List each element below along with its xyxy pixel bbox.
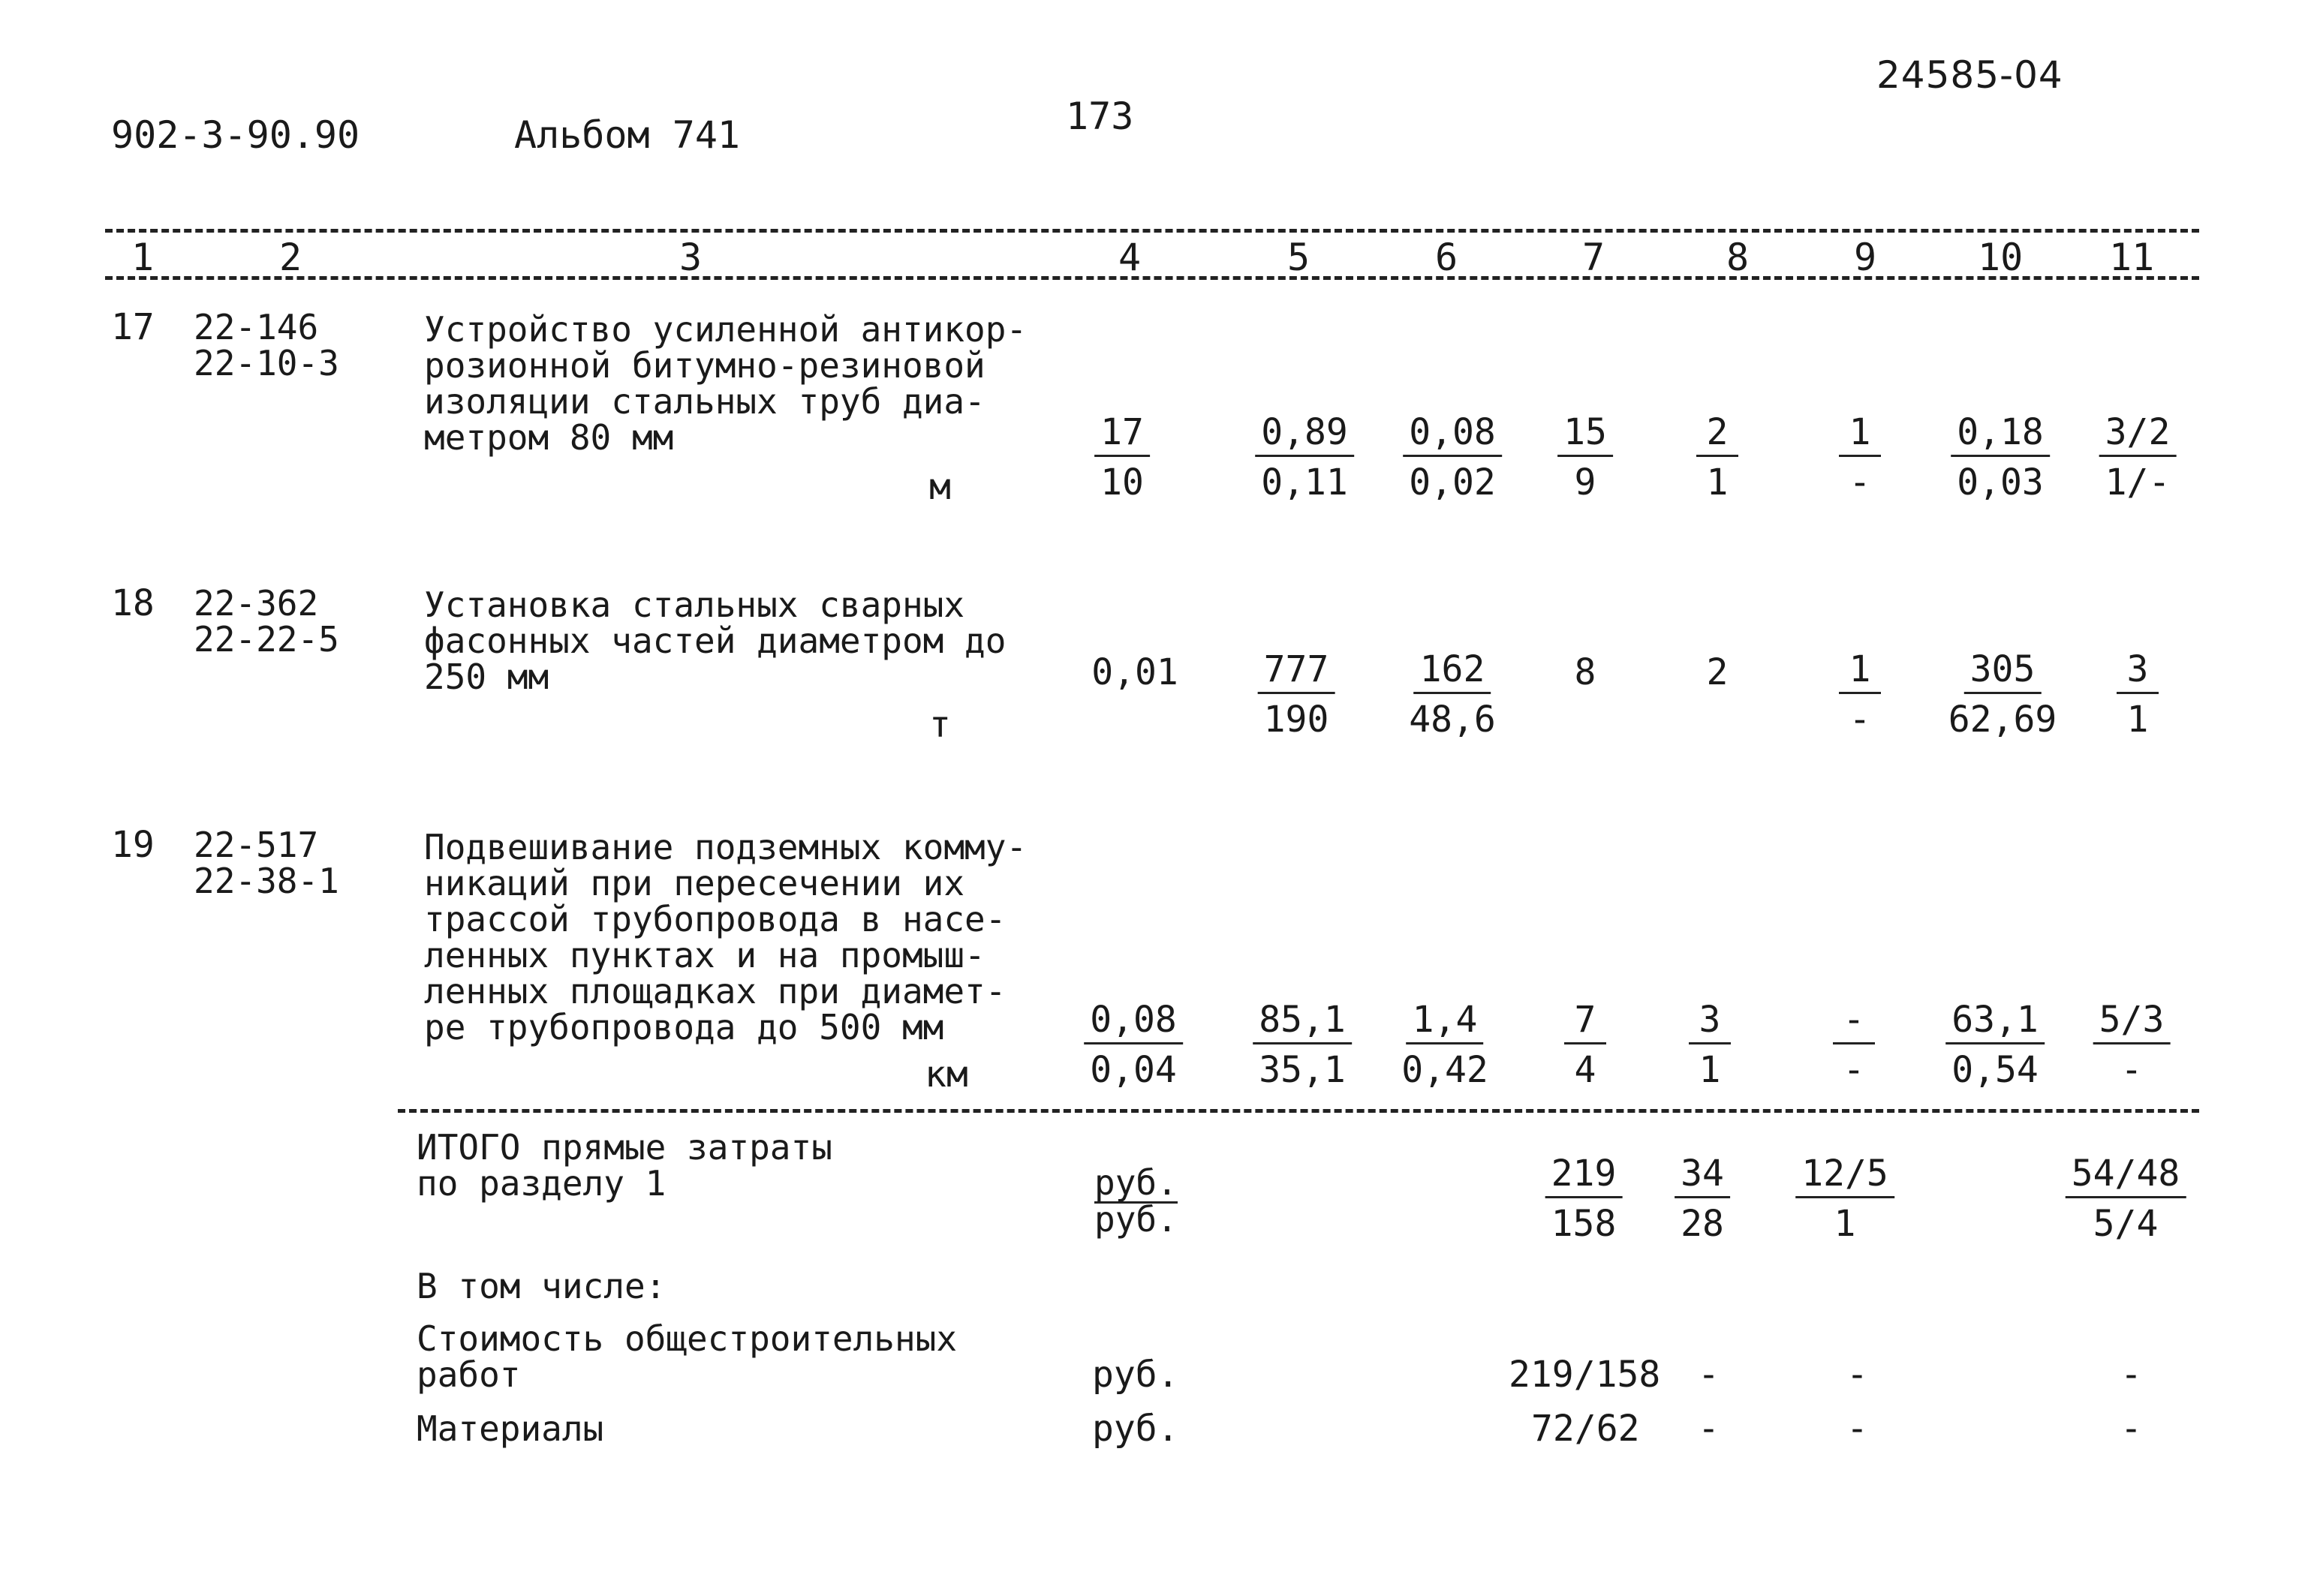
col-7-header: 7 bbox=[1582, 236, 1605, 279]
row-18-col-11-bottom: 1 bbox=[2126, 699, 2149, 741]
including-item-2-col-11: - bbox=[2120, 1408, 2142, 1450]
row-18-col-10 bbox=[1948, 648, 2057, 741]
album-label: Альбом 741 bbox=[514, 113, 741, 157]
row-19-desc-4: ленных пунктах и на промыш- bbox=[424, 935, 985, 975]
including-item-2-unit: руб. bbox=[1092, 1408, 1179, 1450]
row-19-col-10-top: 63,1 bbox=[1945, 1002, 2045, 1044]
row-19-col-7-bottom: 4 bbox=[1574, 1049, 1596, 1091]
row-17-col-10 bbox=[1951, 411, 2050, 503]
row-19-col-11-top: 5/3 bbox=[2093, 1002, 2171, 1044]
row-17-col-8 bbox=[1696, 411, 1738, 503]
row-18-col-6-bottom: 48,6 bbox=[1409, 699, 1496, 741]
row-17-col-11-top: 3/2 bbox=[2099, 414, 2177, 457]
row-17-desc-2: розионной битумно-резиновой bbox=[424, 345, 985, 386]
row-18-col-4: 0,01 bbox=[1091, 651, 1178, 693]
row-18-col-9-top: 1 bbox=[1839, 651, 1881, 694]
row-19-col-8-top: 3 bbox=[1689, 1002, 1731, 1044]
row-19-col-9 bbox=[1833, 999, 1875, 1091]
row-18-col-5-bottom: 190 bbox=[1263, 699, 1329, 741]
row-19-col-8 bbox=[1689, 999, 1731, 1091]
row-19-col-5-top: 85,1 bbox=[1253, 1002, 1352, 1044]
row-19-desc-1: Подвешивание подземных комму- bbox=[424, 827, 1028, 867]
row-17-col-5-bottom: 0,11 bbox=[1261, 461, 1348, 503]
document-code: 902-3-90.90 bbox=[111, 113, 360, 157]
row-18-col-9-bottom: - bbox=[1849, 699, 1871, 741]
row-19-desc-3: трассой трубопровода в насе- bbox=[424, 899, 1007, 939]
row-18-col-5-top: 777 bbox=[1258, 651, 1335, 694]
row-17-col-11-bottom: 1/- bbox=[2105, 461, 2171, 503]
row-19-col-7-top: 7 bbox=[1564, 1002, 1606, 1044]
including-item-1-col-8: - bbox=[1698, 1354, 1720, 1396]
col-4-header: 4 bbox=[1118, 236, 1142, 279]
col-11-header: 11 bbox=[2109, 236, 2155, 279]
row-17-col-8-bottom: 1 bbox=[1706, 461, 1729, 503]
row-19-col-9-bottom: - bbox=[1843, 1049, 1865, 1091]
row-18-col-6 bbox=[1409, 648, 1496, 741]
row-17-col-9-top: 1 bbox=[1839, 414, 1881, 457]
row-17-col-11 bbox=[2099, 411, 2177, 503]
total-label-2: по разделу 1 bbox=[417, 1163, 667, 1204]
row-19-col-4-bottom: 0,04 bbox=[1090, 1049, 1177, 1091]
row-17-unit: м bbox=[929, 466, 951, 508]
row-17-col-5 bbox=[1255, 411, 1354, 503]
row-17-col-6-top: 0,08 bbox=[1403, 414, 1502, 457]
row-19-desc-6: ре трубопровода до 500 мм bbox=[424, 1007, 944, 1047]
row-17-number: 17 bbox=[111, 306, 155, 348]
row-19-col-6-top: 1,4 bbox=[1407, 1002, 1484, 1044]
total-col-7-top: 219 bbox=[1545, 1156, 1623, 1198]
row-19-desc-2: никаций при пересечении их bbox=[424, 863, 965, 903]
including-item-2-value: 72/62 bbox=[1531, 1408, 1640, 1450]
row-18-col-10-bottom: 62,69 bbox=[1948, 699, 2057, 741]
row-19-col-8-bottom: 1 bbox=[1699, 1049, 1721, 1091]
row-17-col-5-top: 0,89 bbox=[1255, 414, 1354, 457]
total-col-8-bottom: 28 bbox=[1681, 1203, 1724, 1245]
row-17-col-8-top: 2 bbox=[1696, 414, 1738, 457]
col-5-header: 5 bbox=[1287, 236, 1310, 279]
row-17-col-4 bbox=[1094, 411, 1150, 503]
row-19-col-7 bbox=[1564, 999, 1606, 1091]
row-18-col-9 bbox=[1839, 648, 1881, 741]
including-item-1-label-2: работ bbox=[417, 1354, 521, 1395]
row-17-code-2: 22-10-3 bbox=[194, 343, 339, 383]
row-17-col-7-bottom: 9 bbox=[1574, 461, 1596, 503]
row-19-col-11 bbox=[2093, 999, 2171, 1091]
including-item-1-col-11: - bbox=[2120, 1354, 2142, 1396]
row-18-col-6-top: 162 bbox=[1414, 651, 1491, 694]
total-label-1: ИТОГО прямые затраты bbox=[417, 1127, 832, 1168]
row-18-code-2: 22-22-5 bbox=[194, 619, 339, 660]
including-label: В том числе: bbox=[417, 1266, 667, 1306]
row-17-col-10-top: 0,18 bbox=[1951, 414, 2050, 457]
total-col-11-top: 54/48 bbox=[2066, 1156, 2186, 1198]
inventory-stamp: 24585-04 bbox=[1876, 53, 2063, 97]
total-col-8 bbox=[1675, 1153, 1730, 1245]
row-17-col-10-bottom: 0,03 bbox=[1957, 461, 2044, 503]
row-19-code-2: 22-38-1 bbox=[194, 861, 339, 901]
including-item-1-label-1: Стоимость общестроительных bbox=[417, 1318, 958, 1359]
row-17-col-7 bbox=[1557, 411, 1613, 503]
total-col-9-bottom: 1 bbox=[1834, 1203, 1856, 1245]
row-17-col-9 bbox=[1839, 411, 1881, 503]
row-19-desc-5: ленных площадках при диамет- bbox=[424, 971, 1007, 1011]
row-17-col-4-bottom: 10 bbox=[1100, 461, 1144, 503]
row-18-col-11-top: 3 bbox=[2117, 651, 2159, 694]
col-6-header: 6 bbox=[1435, 236, 1458, 279]
row-19-col-4-top: 0,08 bbox=[1084, 1002, 1183, 1044]
total-unit-bottom: руб. bbox=[1094, 1199, 1178, 1240]
total-rule bbox=[398, 1109, 2199, 1113]
row-19-col-5-bottom: 35,1 bbox=[1259, 1049, 1346, 1091]
row-18-code-1: 22-362 bbox=[194, 583, 319, 624]
row-18-desc-1: Установка стальных сварных bbox=[424, 585, 965, 625]
row-19-col-4 bbox=[1084, 999, 1183, 1091]
including-item-1-value: 219/158 bbox=[1509, 1354, 1661, 1396]
row-17-desc-3: изоляции стальных труб диа- bbox=[424, 381, 985, 422]
row-17-col-6-bottom: 0,02 bbox=[1409, 461, 1496, 503]
including-item-2-col-8: - bbox=[1698, 1408, 1720, 1450]
total-col-9 bbox=[1795, 1153, 1894, 1245]
row-19-col-6 bbox=[1401, 999, 1488, 1091]
total-unit bbox=[1094, 1162, 1178, 1240]
row-18-col-11 bbox=[2117, 648, 2159, 741]
row-17-code-1: 22-146 bbox=[194, 307, 319, 347]
row-19-col-9-top: - bbox=[1833, 1002, 1875, 1044]
row-19-col-5 bbox=[1253, 999, 1352, 1091]
header-top-rule bbox=[105, 229, 2199, 233]
total-col-9-top: 12/5 bbox=[1795, 1156, 1894, 1198]
total-col-8-top: 34 bbox=[1675, 1156, 1730, 1198]
header-bottom-rule bbox=[105, 276, 2199, 280]
row-17-col-6 bbox=[1403, 411, 1502, 503]
total-col-7-bottom: 158 bbox=[1551, 1203, 1617, 1245]
row-17-desc-4: метром 80 мм bbox=[424, 417, 674, 458]
including-item-2-col-9: - bbox=[1846, 1408, 1868, 1450]
col-9-header: 9 bbox=[1854, 236, 1877, 279]
col-2-header: 2 bbox=[279, 236, 302, 279]
row-17-col-9-bottom: - bbox=[1849, 461, 1871, 503]
including-item-2-label: Материалы bbox=[417, 1408, 604, 1449]
row-17-col-7-top: 15 bbox=[1557, 414, 1613, 457]
row-18-col-10-top: 305 bbox=[1964, 651, 2042, 694]
row-18-number: 18 bbox=[111, 582, 155, 624]
row-19-col-10-bottom: 0,54 bbox=[1951, 1049, 2039, 1091]
page-number: 173 bbox=[1066, 95, 1134, 138]
row-18-col-8: 2 bbox=[1706, 651, 1729, 693]
row-17-desc-1: Устройство усиленной антикор- bbox=[424, 309, 1028, 350]
total-col-11 bbox=[2066, 1153, 2186, 1245]
col-8-header: 8 bbox=[1726, 236, 1750, 279]
total-unit-top: руб. bbox=[1094, 1162, 1178, 1203]
row-19-col-6-bottom: 0,42 bbox=[1401, 1049, 1488, 1091]
row-18-desc-3: 250 мм bbox=[424, 657, 549, 697]
including-item-1-unit: руб. bbox=[1092, 1354, 1179, 1396]
row-19-col-11-bottom: - bbox=[2120, 1049, 2143, 1091]
col-10-header: 10 bbox=[1978, 236, 2024, 279]
row-19-code-1: 22-517 bbox=[194, 825, 319, 865]
row-18-col-7: 8 bbox=[1574, 651, 1596, 693]
row-17-col-4-top: 17 bbox=[1094, 414, 1150, 457]
including-item-1-col-9: - bbox=[1846, 1354, 1868, 1396]
row-19-unit: км bbox=[925, 1053, 968, 1096]
total-col-7 bbox=[1545, 1153, 1623, 1245]
row-18-desc-2: фасонных частей диаметром до bbox=[424, 621, 1007, 661]
row-19-number: 19 bbox=[111, 824, 155, 866]
col-3-header: 3 bbox=[679, 236, 703, 279]
row-18-col-5 bbox=[1258, 648, 1335, 741]
col-1-header: 1 bbox=[131, 236, 155, 279]
total-col-11-bottom: 5/4 bbox=[2093, 1203, 2159, 1245]
row-19-col-10 bbox=[1945, 999, 2045, 1091]
row-18-unit: т bbox=[929, 704, 951, 746]
